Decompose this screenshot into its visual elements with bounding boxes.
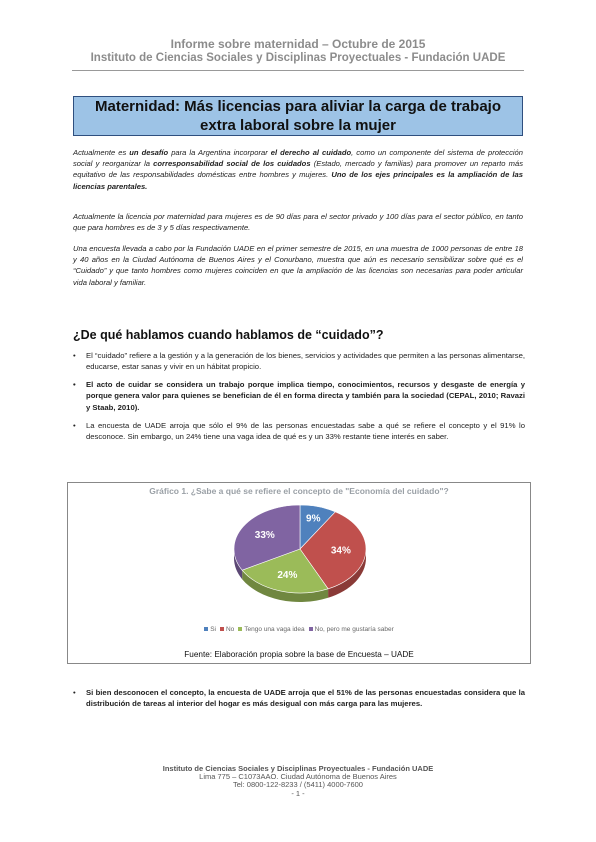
article-title-box <box>73 96 523 136</box>
legend-item <box>309 626 394 633</box>
header-divider <box>72 70 524 71</box>
pie-data-label: 34% <box>330 545 351 557</box>
bullet-icon: • <box>73 351 76 360</box>
legend-swatch <box>238 627 242 631</box>
legend-label: Si <box>210 626 216 633</box>
legend-swatch <box>220 627 224 631</box>
bullet-item <box>73 379 525 413</box>
bullet-text: Si bien desconocen el concepto, la encuesta de UADE arroja que el 51% de las personas encuestadas considera que la distribución de tareas al interior del hogar es más desigual con más carga para las mujeres. <box>86 688 525 709</box>
legend-label: No, pero me gustaría saber <box>314 626 394 633</box>
legend-label: Tengo una vaga idea <box>244 626 305 633</box>
page-number: - 1 - <box>291 789 305 798</box>
intro-paragraph-2: Actualmente la licencia por maternidad para mujeres es de 90 días para el sector privado y 100 días para el sector público, en tanto que para hombres es de 3 y 5 días respectivamente. <box>73 212 523 233</box>
legend-swatch <box>309 627 313 631</box>
chart-legend <box>68 626 530 633</box>
intro-paragraph-1-run: Uno de los ejes principales es la ampliación de las licencias parentales. <box>73 170 523 191</box>
bullet-item <box>73 420 525 443</box>
intro-paragraph-1-run: el derecho al cuidado <box>270 148 352 157</box>
bullet-icon: • <box>73 688 76 697</box>
bullet-text: El acto de cuidar se considera un trabajo porque implica tiempo, conocimientos, recursos y desgaste de energía y porque genera valor para quienes se benefician de él en forma directa y también para la sociedad (CEPAL, 2010; Ravazi y Staab, 2010). <box>86 380 525 412</box>
article-title-line2: extra laboral sobre la mujer <box>200 117 396 134</box>
intro-paragraph-3: Una encuesta llevada a cabo por la Fundación UADE en el primer semestre de 2015, en una muestra de 1000 personas de entre 18 y 40 años en la Ciudad Autónoma de Buenos Aires y el Conurbano, muestra que aún es necesario sensibilizar sobre qué es el “Cuidado” y que tanto hombres como mujeres coinciden en que la ampliación de las licencias son necesarias para poder articular vida laboral y familiar. <box>73 244 523 287</box>
intro-paragraph-1-run: , como un componente del sistema de protección social y reorganizar la <box>73 148 524 169</box>
pie-data-label: 24% <box>277 569 298 581</box>
footer-phone: Tel: 0800-122-8233 / (5411) 4000-7600 <box>233 780 363 789</box>
bullet-text: El “cuidado” refiere a la gestión y a la generación de los bienes, servicios y actividades que permiten a las personas alimentarse, educarse, estar sanas y vivir en un hábitat propicio. <box>86 351 525 372</box>
bullet-item <box>73 687 525 710</box>
pie-chart <box>68 497 530 625</box>
bullet-text: La encuesta de UADE arroja que sólo el 9% de las personas encuestadas sabe a qué se refiere el concepto y el 91% lo desconoce. Sin embargo, un 24% tiene una vaga idea de qué es y un 33% restante tiene interés en saber. <box>86 421 525 442</box>
legend-item <box>204 626 216 633</box>
chart-title: Gráfico 1. ¿Sabe a qué se refiere el concepto de "Economía del cuidado"? <box>149 486 449 496</box>
chart-frame <box>67 482 531 664</box>
legend-item <box>238 626 304 633</box>
report-header-title: Informe sobre maternidad – Octubre de 2015 <box>170 37 426 51</box>
legend-item <box>220 626 234 633</box>
pie-data-label: 9% <box>306 513 321 525</box>
pie-data-label: 33% <box>254 530 275 542</box>
intro-paragraph-1-run: corresponsabilidad social de los cuidados <box>153 159 311 169</box>
intro-paragraph-1 <box>73 147 523 192</box>
footer-address: Lima 775 – C1073AAO. Ciudad Autónoma de Buenos Aires <box>199 772 397 781</box>
article-title-line1: Maternidad: Más licencias para aliviar la carga de trabajo <box>94 98 501 115</box>
legend-swatch <box>204 627 208 631</box>
intro-paragraph-1-run: un desafío <box>129 148 169 157</box>
section-heading: ¿De qué hablamos cuando hablamos de “cuidado”? <box>73 328 384 342</box>
intro-paragraph-1-run: (Estado, mercado y familias) para promover un reparto más equitativo de las responsabilidades domésticas entre hombres y mujeres. <box>73 159 523 180</box>
chart-source: Fuente: Elaboración propia sobre la base de Encuesta – UADE <box>184 650 414 659</box>
bullet-item <box>73 350 525 373</box>
legend-label: No <box>225 626 235 633</box>
footer-institute: Instituto de Ciencias Sociales y Disciplinas Proyectuales - Fundación UADE <box>162 764 434 773</box>
report-header-institute: Instituto de Ciencias Sociales y Disciplinas Proyectuales - Fundación UADE <box>90 52 506 64</box>
bullet-icon: • <box>73 421 76 430</box>
intro-paragraph-1-run: Actualmente es <box>73 148 130 157</box>
bullet-icon: • <box>73 380 76 389</box>
intro-paragraph-1-run: para la Argentina incorporar <box>168 148 271 157</box>
